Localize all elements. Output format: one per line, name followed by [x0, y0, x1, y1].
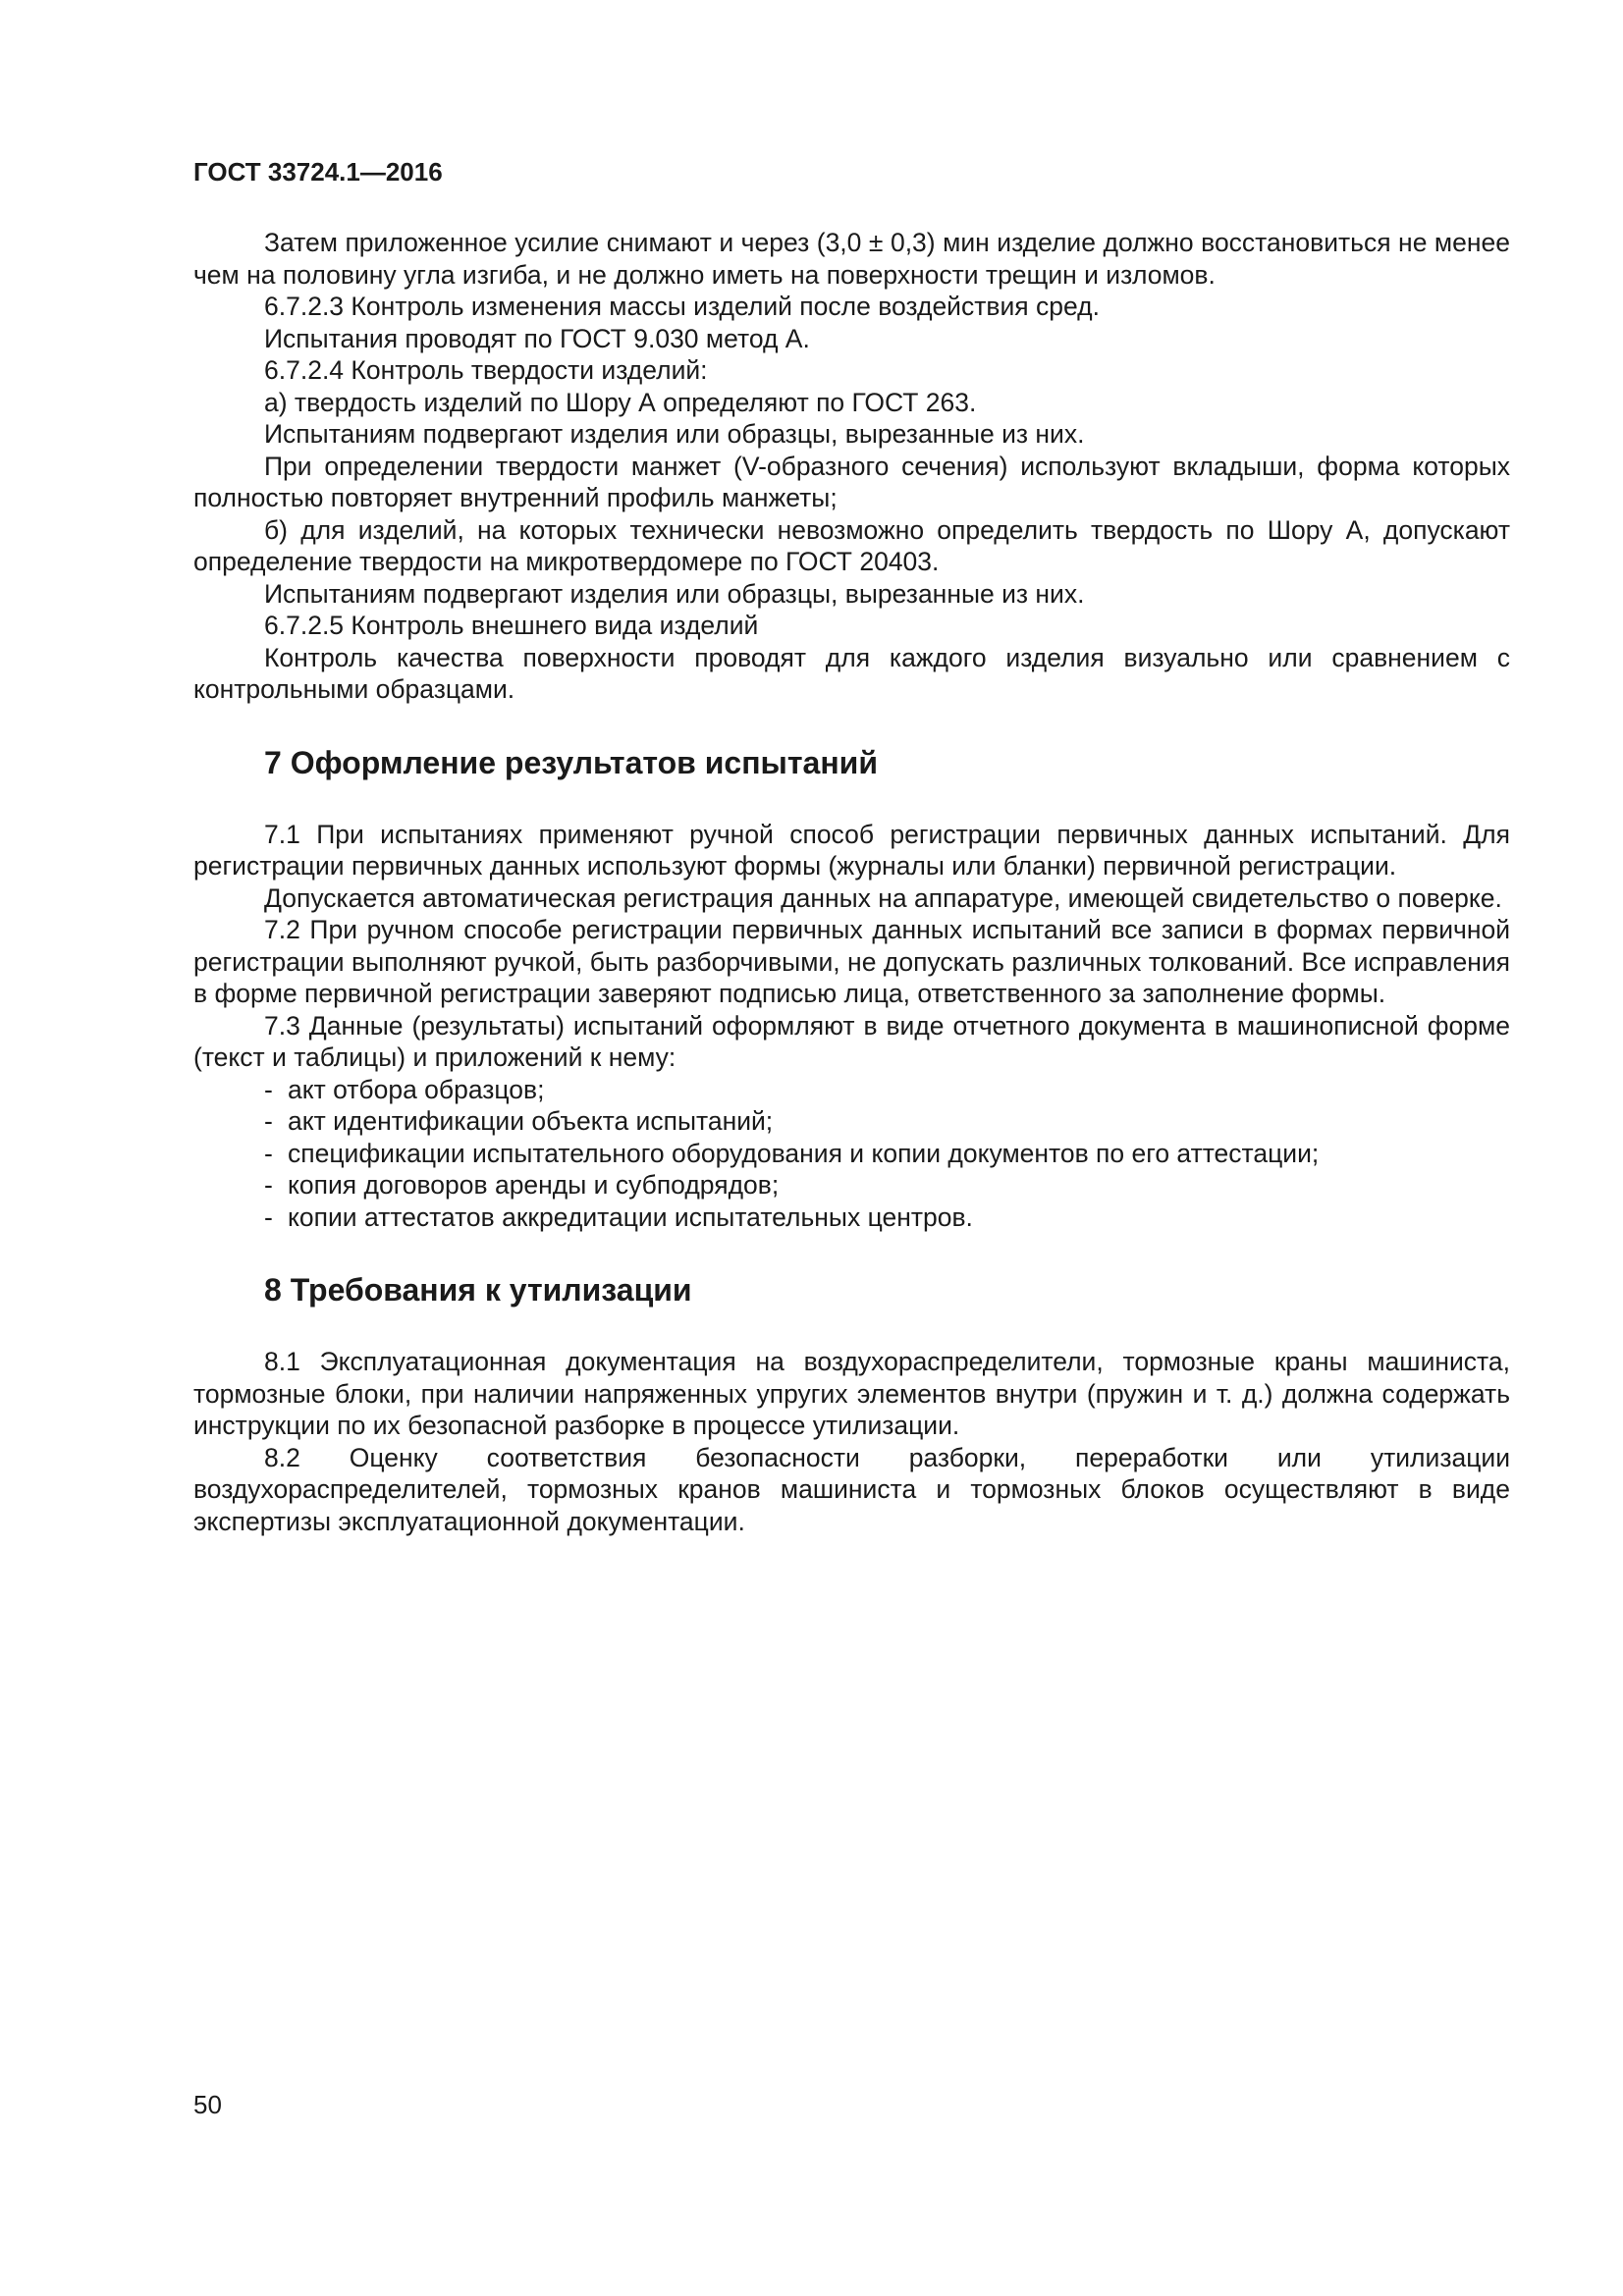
list-item-text: копии аттестатов аккредитации испытательных центров.	[288, 1201, 973, 1232]
clause-6-7-2-4: 6.7.2.4 Контроль твердости изделий:	[264, 355, 708, 385]
paragraph: Контроль качества поверхности проводят для каждого изделия визуально или сравнением с контрольными образцами.	[193, 642, 1510, 704]
list-item-text: копия договоров аренды и субподрядов;	[288, 1170, 780, 1200]
list-item-b: б) для изделий, на которых технически невозможно определить твердость по Шору А, допускают определение твердости на микротвердомере по ГОСТ 20403.	[193, 514, 1510, 576]
clause-8-1: 8.1 Эксплуатационная документация на воздухораспределители, тормозные краны машиниста, тормозные блоки, при наличии напряженных упругих элементов внутри (пружин и т. д.) должна содержать инструкции по их безопасной разборке в процессе утилизации.	[193, 1347, 1510, 1440]
list-item	[193, 1105, 1510, 1138]
paragraph: При определении твердости манжет (V-образного сечения) используют вкладыши, форма которых полностью повторяет внутренний профиль манжеты;	[193, 451, 1510, 512]
list-marker: -	[264, 1138, 273, 1168]
list-marker: -	[264, 1201, 273, 1232]
list-item-text: акт идентификации объекта испытаний;	[288, 1106, 774, 1136]
list-item-text: акт отбора образцов;	[288, 1074, 545, 1104]
list-item	[193, 1169, 1510, 1201]
list-item	[193, 1138, 1510, 1170]
clause-7-3: 7.3 Данные (результаты) испытаний оформляют в виде отчетного документа в машинописной форме (текст и таблицы) и приложений к нему:	[193, 1010, 1510, 1072]
document-header: ГОСТ 33724.1—2016	[193, 157, 443, 187]
page-number: 50	[193, 2090, 222, 2119]
paragraph: Испытаниям подвергают изделия или образцы, вырезанные из них.	[264, 419, 1085, 449]
paragraph: Затем приложенное усилие снимают и через (3,0 ± 0,3) мин изделие должно восстановиться не менее чем на половину угла изгиба, и не должно иметь на поверхности трещин и изломов.	[193, 228, 1510, 290]
clause-6-7-2-5: 6.7.2.5 Контроль внешнего вида изделий	[264, 611, 759, 640]
page-body	[193, 157, 1510, 1537]
list-marker: -	[264, 1170, 273, 1200]
section-8-heading: 8 Требования к утилизации	[264, 1272, 692, 1308]
clause-6-7-2-3: 6.7.2.3 Контроль изменения массы изделий после воздействия сред.	[264, 292, 1100, 321]
list-item-a: а) твердость изделий по Шору А определяют по ГОСТ 263.	[264, 387, 977, 417]
paragraph: Допускается автоматическая регистрация данных на аппаратуре, имеющей свидетельство о поверке.	[264, 882, 1502, 913]
paragraph: Испытаниям подвергают изделия или образцы, вырезанные из них.	[264, 578, 1085, 609]
clause-7-1: 7.1 При испытаниях применяют ручной способ регистрации первичных данных испытаний. Для регистрации первичных данных используют формы (журналы или бланки) первичной регистрации.	[193, 819, 1510, 881]
section-7-heading: 7 Оформление результатов испытаний	[264, 744, 878, 780]
paragraph: Испытания проводят по ГОСТ 9.030 метод А.	[264, 323, 810, 353]
list-item	[193, 1201, 1510, 1234]
list-item-text: спецификации испытательного оборудования и копии документов по его аттестации;	[288, 1138, 1320, 1168]
clause-8-2: 8.2 Оценку соответствия безопасности разборки, переработки или утилизации воздухораспределителей, тормозных кранов машиниста и тормозных блоков осуществляют в виде экспертизы эксплуатационной документации.	[193, 1442, 1510, 1536]
list-marker: -	[264, 1074, 273, 1104]
clause-7-2: 7.2 При ручном способе регистрации первичных данных испытаний все записи в формах первичной регистрации выполняют ручкой, быть разборчивыми, не допускать различных толкований. Все исправления в форме первичной регистрации заверяют подписью лица, ответственного за заполнение формы.	[193, 915, 1510, 1008]
list-marker: -	[264, 1106, 273, 1136]
list-item	[193, 1074, 1510, 1106]
